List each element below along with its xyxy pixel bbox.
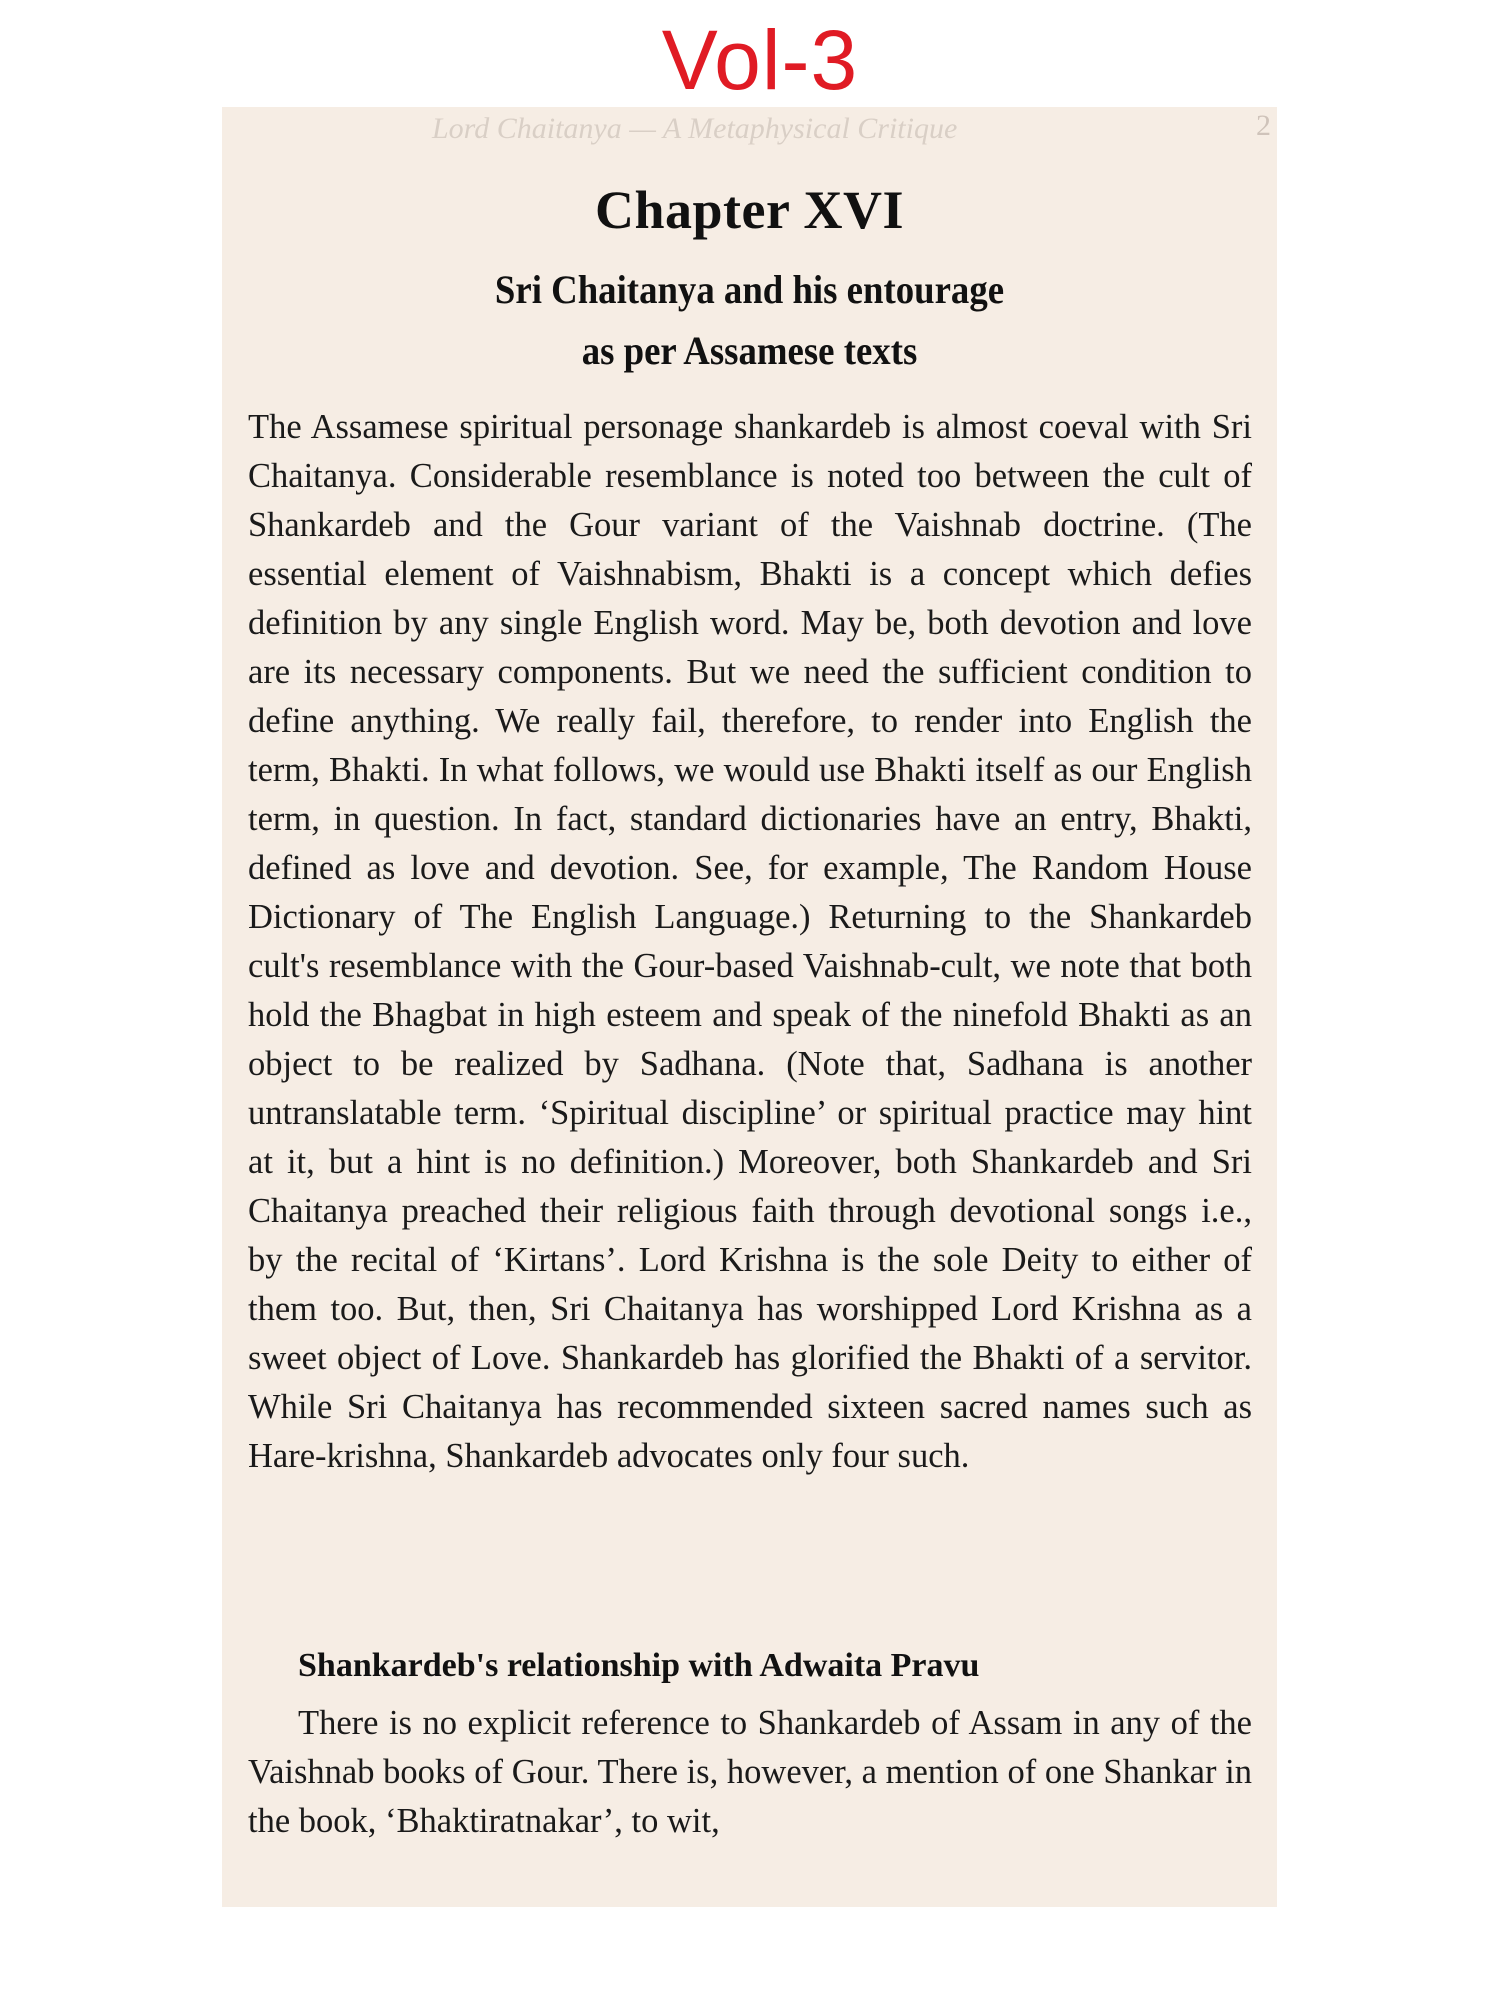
section-heading: Shankardeb's relationship with Adwaita Pravu bbox=[298, 1647, 980, 1684]
scanned-page bbox=[222, 107, 1277, 1907]
bleed-through-running-header: Lord Chaitanya — A Metaphysical Critique bbox=[432, 112, 958, 145]
bleed-through-page-number: 2 bbox=[1256, 109, 1271, 142]
body-paragraph-2: There is no explicit reference to Shankardeb of Assam in any of the Vaishnab books of Gour. There is, however, a mention of one Shankar in the book, ‘Bhaktiratnakar’, to wit, bbox=[248, 1704, 1252, 1840]
body-paragraph-1: The Assamese spiritual personage shankardeb is almost coeval with Sri Chaitanya. Considerable resemblance is noted too between the cult of Shankardeb and the Gour variant of the Vaishnab doctrine. (The essential element of Vaishnabism, Bhakti is a concept which defies definition by any single English word. May be, both devotion and love are its necessary components. But we need the sufficient condition to define anything. We really fail, therefore, to render into English the term, Bhakti. In what follows, we would use Bhakti itself as our English term, in question. In fact, standard dictionaries have an entry, Bhakti, defined as love and devotion. See, for example, The Random House Dictionary of The English Language.) Returning to the Shankardeb cult's resemblance with the Gour-based Vaishnab-cult, we note that both hold the Bhagbat in high esteem and speak of the ninefold Bhakti as an object to be realized by Sadhana. (Note that, Sadhana is another untranslatable term. ‘Spiritual discipline’ or spiritual practice may hint at it, but a hint is no definition.) Moreover, both Shankardeb and Sri Chaitanya preached their religious faith through devotional songs i.e., by the recital of ‘Kirtans’. Lord Krishna is the sole Deity to either of them too. But, then, Sri Chaitanya has worshipped Lord Krishna as a sweet object of Love. Shankardeb has glorified the Bhakti of a servitor. While Sri Chaitanya has recommended sixteen sacred names such as Hare-krishna, Shankardeb advocates only four such. bbox=[248, 408, 1252, 1475]
chapter-title: Chapter XVI bbox=[594, 180, 904, 240]
chapter-subtitle-line-1: Sri Chaitanya and his entourage bbox=[494, 267, 1005, 312]
chapter-subtitle-line-2: as per Assamese texts bbox=[581, 328, 918, 373]
volume-label: Vol-3 bbox=[661, 13, 859, 107]
chapter-subtitle bbox=[264, 259, 1235, 381]
